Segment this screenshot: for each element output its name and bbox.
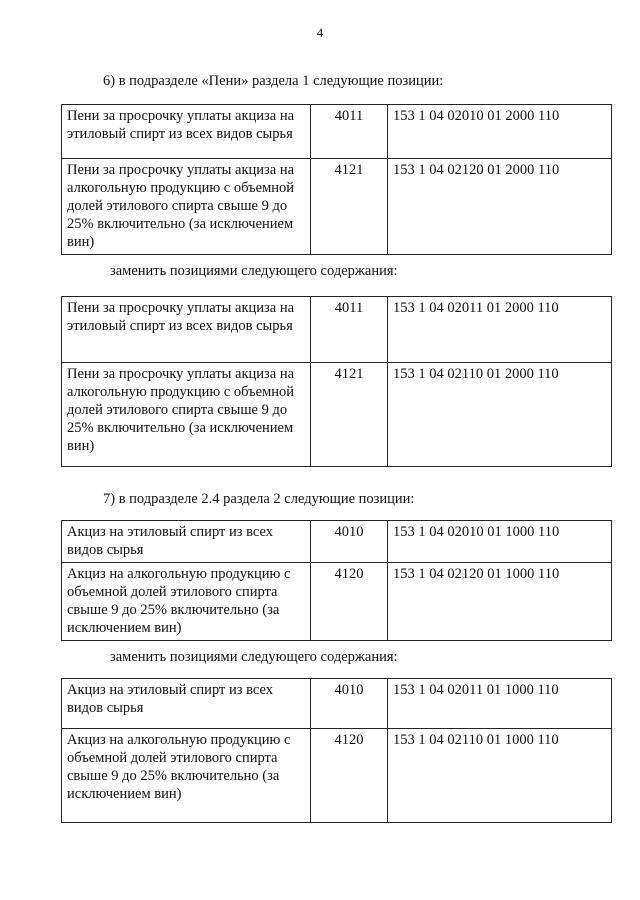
position-name: Акциз на этиловый спирт из всех видов сырья <box>62 521 311 563</box>
position-name: Пени за просрочку уплаты акциза на этиловый спирт из всех видов сырья <box>62 297 311 363</box>
position-code: 4011 <box>311 297 388 363</box>
old-penalty-table <box>61 104 612 255</box>
budget-classification-code: 153 1 04 02110 01 1000 110 <box>388 729 612 823</box>
position-code: 4010 <box>311 679 388 729</box>
section-6-heading: 6) в подразделе «Пени» раздела 1 следующие позиции: <box>103 73 444 89</box>
table-row <box>62 521 612 563</box>
position-name: Акциз на алкогольную продукцию с объемной долей этилового спирта свыше 9 до 25% включительно (за исключением вин) <box>62 563 311 641</box>
budget-classification-code: 153 1 04 02110 01 2000 110 <box>388 363 612 467</box>
position-name: Акциз на алкогольную продукцию с объемной долей этилового спирта свыше 9 до 25% включительно (за исключением вин) <box>62 729 311 823</box>
position-name: Акциз на этиловый спирт из всех видов сырья <box>62 679 311 729</box>
table-row <box>62 297 612 363</box>
position-code: 4121 <box>311 363 388 467</box>
position-name: Пени за просрочку уплаты акциза на алкогольную продукцию с объемной долей этилового спирта свыше 9 до 25% включительно (за исключением вин) <box>62 159 311 255</box>
position-code: 4121 <box>311 159 388 255</box>
position-code: 4011 <box>311 105 388 159</box>
budget-classification-code: 153 1 04 02011 01 2000 110 <box>388 297 612 363</box>
budget-classification-code: 153 1 04 02010 01 2000 110 <box>388 105 612 159</box>
new-penalty-table <box>61 296 612 467</box>
section-7-heading: 7) в подразделе 2.4 раздела 2 следующие позиции: <box>103 491 415 507</box>
table-row <box>62 679 612 729</box>
position-code: 4010 <box>311 521 388 563</box>
replace-heading-1: заменить позициями следующего содержания: <box>110 263 398 279</box>
budget-classification-code: 153 1 04 02011 01 1000 110 <box>388 679 612 729</box>
position-code: 4120 <box>311 729 388 823</box>
new-excise-table <box>61 678 612 823</box>
budget-classification-code: 153 1 04 02120 01 1000 110 <box>388 563 612 641</box>
table-row <box>62 159 612 255</box>
table-row <box>62 729 612 823</box>
old-excise-table <box>61 520 612 641</box>
replace-heading-2: заменить позициями следующего содержания: <box>110 649 398 665</box>
page-number: 4 <box>316 25 324 40</box>
budget-classification-code: 153 1 04 02120 01 2000 110 <box>388 159 612 255</box>
position-code: 4120 <box>311 563 388 641</box>
budget-classification-code: 153 1 04 02010 01 1000 110 <box>388 521 612 563</box>
position-name: Пени за просрочку уплаты акциза на алкогольную продукцию с объемной долей этилового спирта свыше 9 до 25% включительно (за исключением вин) <box>62 363 311 467</box>
position-name: Пени за просрочку уплаты акциза на этиловый спирт из всех видов сырья <box>62 105 311 159</box>
table-row <box>62 363 612 467</box>
table-row <box>62 105 612 159</box>
table-row <box>62 563 612 641</box>
